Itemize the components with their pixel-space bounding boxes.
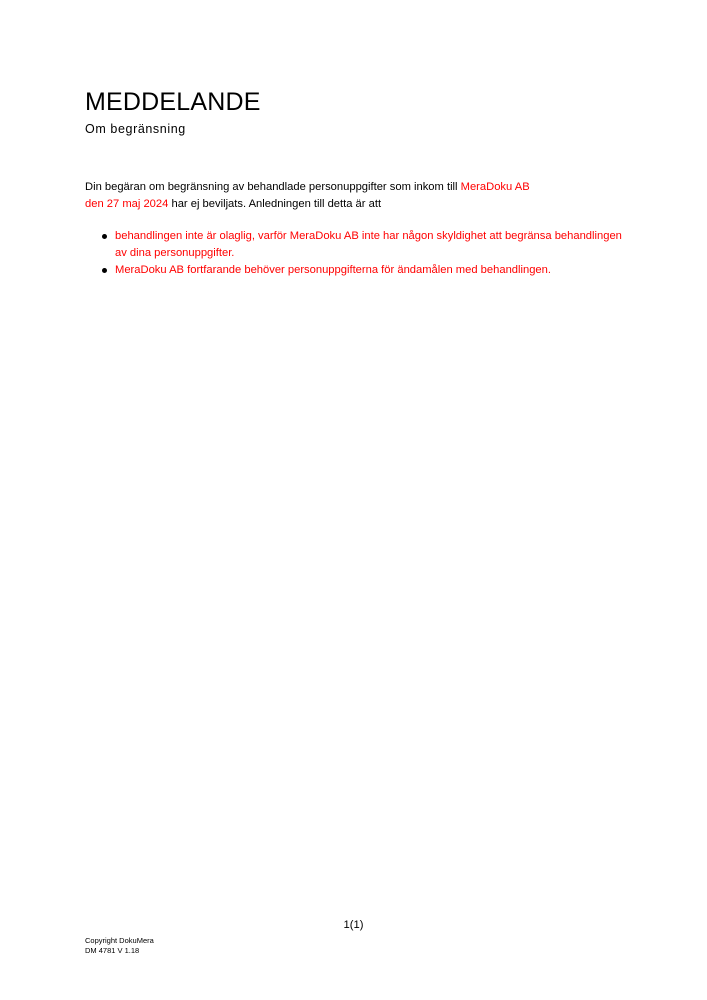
intro-date: den 27 maj 2024 xyxy=(85,198,169,210)
intro-text-part2: har ej beviljats. Anledningen till detta är att xyxy=(168,198,382,210)
bullet-icon xyxy=(102,234,107,239)
reason-list xyxy=(85,228,625,279)
page-number: 1(1) xyxy=(343,919,364,931)
copyright-text: Copyright DokuMera xyxy=(85,936,154,945)
intro-paragraph xyxy=(85,179,615,213)
reason-item-1 xyxy=(85,228,625,262)
bullet-icon xyxy=(102,268,107,273)
reason-text: MeraDoku AB fortfarande behöver personuppgifterna för ändamålen med behandlingen. xyxy=(115,264,551,276)
footer xyxy=(85,936,154,956)
document-subtitle: Om begränsning xyxy=(85,122,186,136)
reason-item-2 xyxy=(85,262,625,279)
reason-text: behandlingen inte är olaglig, varför MeraDoku AB inte har någon skyldighet att begränsa behandlingen av dina personuppgifter. xyxy=(115,230,622,259)
intro-text-part1: Din begäran om begränsning av behandlade personuppgifter som inkom till xyxy=(85,181,461,193)
document-title: MEDDELANDE xyxy=(85,88,261,116)
intro-company-name: MeraDoku AB xyxy=(460,181,530,193)
document-id: DM 4781 V 1.18 xyxy=(85,946,140,955)
